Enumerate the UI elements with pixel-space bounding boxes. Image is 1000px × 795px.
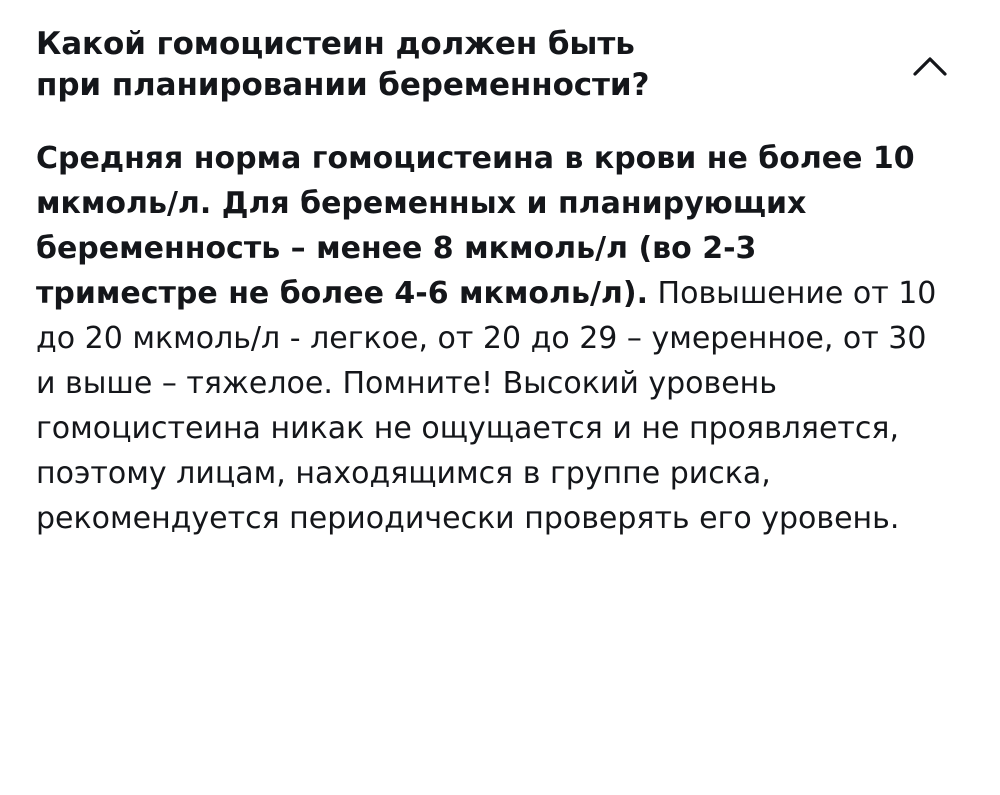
faq-answer-continuation: Повышение от 10 до 20 мкмоль/л - легкое, от 20 до 29 – умеренное, от 30 и выше – тяжелое. Помните! Высокий уровень гомоцистеина никак не ощущается и не проявляется, поэтому лицам, находящимся в группе риска, рекомендуется периодически проверять его уровень. <box>36 275 937 536</box>
faq-answer-body <box>36 136 946 541</box>
chevron-up-icon[interactable] <box>906 42 954 90</box>
faq-header[interactable] <box>36 24 964 106</box>
faq-answer-emphasis: Средняя норма гомоцистеина в крови не более 10 мкмоль/л. Для беременных и планирующих беременность – менее 8 мкмоль/л (во 2-3 триместре не более 4-6 мкмоль/л). <box>36 140 915 311</box>
faq-question-title: Какой гомоцистеин должен быть при планировании беременности? <box>36 26 650 103</box>
